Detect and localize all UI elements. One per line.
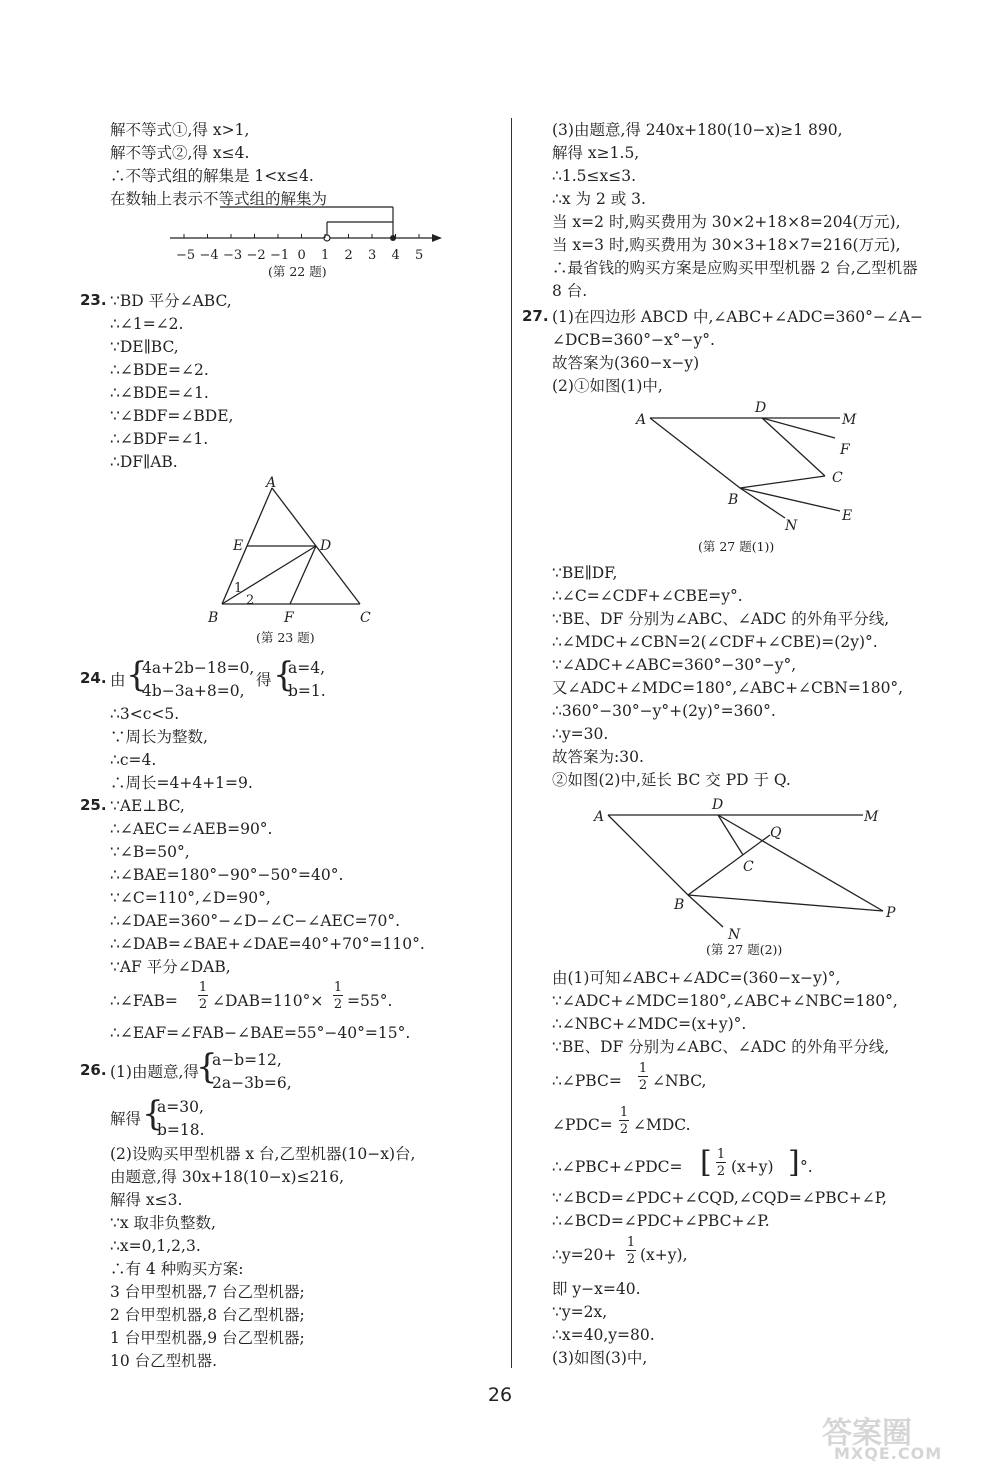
text-line: ∵∠BDF=∠BDE, <box>110 407 234 425</box>
watermark-top: 答案圈 <box>822 1416 912 1451</box>
caption-27-1: (第 27 题(1)) <box>698 539 775 554</box>
text-line: ∴y=30. <box>552 725 609 743</box>
text-line: ∴∠BAE=180°−90°−50°=40°. <box>110 866 344 884</box>
q24-mid: 得 <box>256 671 272 689</box>
svg-text:B: B <box>728 492 739 508</box>
q26-eq1: a−b=12, <box>212 1051 282 1069</box>
text-line: ∴∠1=∠2. <box>110 315 184 333</box>
text-line: ∴360°−30°−y°+(2y)°=360°. <box>552 702 776 720</box>
q27-pdc-pre: ∠PDC= <box>552 1116 613 1134</box>
svg-text:A: A <box>636 412 647 428</box>
text-line: ∵∠B=50°, <box>110 843 190 861</box>
tick-label: 1 <box>321 248 330 263</box>
svg-text:C: C <box>832 470 843 486</box>
q27-frac4-num: 1 <box>626 1235 636 1250</box>
text-line: ∴有 4 种购买方案: <box>110 1260 244 1278</box>
q24-prefix: 由 <box>110 671 126 689</box>
text-line: 当 x=2 时,购买费用为 30×2+18×8=204(万元), <box>552 213 901 231</box>
svg-text:D: D <box>755 400 767 416</box>
text-line: 故答案为:30. <box>552 748 644 766</box>
q24-r2: b=1. <box>288 682 326 700</box>
q27-sum-in: (x+y) <box>731 1158 774 1176</box>
text-line: ∵∠ADC+∠ABC=360°−30°−y°, <box>552 656 797 674</box>
text-line: 又∠ADC+∠MDC=180°,∠ABC+∠CBN=180°, <box>552 679 904 697</box>
tick-label: 4 <box>391 248 400 263</box>
column-divider <box>511 118 512 1368</box>
q25-frac-num2: 1 <box>333 980 343 995</box>
svg-text:1: 1 <box>234 581 243 596</box>
text-line: (2)设购买甲型机器 x 台,乙型机器(10−x)台, <box>110 1145 416 1163</box>
text-line: 故答案为(360−x−y) <box>552 354 700 372</box>
q25-pre: ∴∠FAB= <box>110 992 178 1010</box>
q27-pbc-pre: ∴∠PBC= <box>552 1072 622 1090</box>
q27-sum-pre: ∴∠PBC+∠PDC= <box>552 1158 683 1176</box>
q25-post2: =55°. <box>347 992 393 1010</box>
svg-text:F: F <box>840 442 850 458</box>
tick-label: 5 <box>415 248 424 263</box>
svg-text:E: E <box>842 508 853 524</box>
q24-brace2: { <box>273 655 295 695</box>
q26-r2: b=18. <box>157 1121 205 1139</box>
text-line: 3 台甲型机器,7 台乙型机器; <box>110 1283 305 1301</box>
caption-22: (第 22 题) <box>268 264 327 279</box>
svg-text:D: D <box>712 797 724 813</box>
q25-frac-den: 2 <box>198 997 208 1012</box>
text-line: ∴∠DAE=360°−∠D−∠C−∠AEC=70°. <box>110 912 401 930</box>
text-line: ∵BE∥DF, <box>552 564 618 582</box>
text-line: (1)在四边形 ABCD 中,∠ABC+∠ADC=360°−∠A− <box>552 308 924 326</box>
text-line: ∴∠MDC+∠CBN=2(∠CDF+∠CBE)=(2y)°. <box>552 633 878 651</box>
svg-text:D: D <box>320 538 332 554</box>
svg-text:N: N <box>785 518 798 534</box>
tick-label: −1 <box>270 248 290 263</box>
tick-label: −3 <box>223 248 243 263</box>
text-line: 8 台. <box>552 282 588 300</box>
q24-eq1: 4a+2b−18=0, <box>142 659 255 677</box>
text-line: ∵BE、DF 分别为∠ABC、∠ADC 的外角平分线, <box>552 1038 890 1056</box>
text-line: 解得 x≤3. <box>110 1191 183 1209</box>
text-line: ∴3<c<5. <box>110 705 180 723</box>
text-line: ∴x=0,1,2,3. <box>110 1237 201 1255</box>
q27-pbc-post: ∠NBC, <box>652 1072 707 1090</box>
text-line: ∴最省钱的购买方案是应购买甲型机器 2 台,乙型机器 <box>552 259 918 277</box>
question-number-26: 26. <box>80 1061 107 1079</box>
text-line: ∴c=4. <box>110 751 157 769</box>
text-line: ∵∠BCD=∠PDC+∠CQD,∠CQD=∠PBC+∠P, <box>552 1189 887 1207</box>
text-line: ∴∠AEC=∠AEB=90°. <box>110 820 273 838</box>
watermark-bottom: MXQE.COM <box>834 1444 943 1463</box>
text-line: ∴∠BDE=∠1. <box>110 384 209 402</box>
text-line: ∴x 为 2 或 3. <box>552 190 646 208</box>
caption-27-2: (第 27 题(2)) <box>706 942 783 957</box>
q27-frac2-den: 2 <box>619 1122 629 1137</box>
text-line: 在数轴上表示不等式组的解集为 <box>110 190 328 208</box>
question-number-27: 27. <box>522 307 549 325</box>
text-line: 2 台甲型机器,8 台乙型机器; <box>110 1306 305 1324</box>
text-line: 1 台甲型机器,9 台乙型机器; <box>110 1329 305 1347</box>
q27-frac2-num: 1 <box>619 1105 629 1120</box>
q24-r1: a=4, <box>288 659 326 677</box>
text-line: ∴∠BDF=∠1. <box>110 430 209 448</box>
svg-text:F: F <box>284 610 294 626</box>
text-line: ∵DE∥BC, <box>110 338 179 356</box>
text-line: (3)如图(3)中, <box>552 1349 648 1367</box>
q27-bracket-left: [ <box>700 1145 712 1180</box>
svg-text:A: A <box>594 809 605 825</box>
text-line: 解不等式②,得 x≤4. <box>110 144 250 162</box>
page-number: 26 <box>487 1384 513 1406</box>
q26-solve: 解得 <box>110 1110 142 1128</box>
text-line: ∴1.5≤x≤3. <box>552 167 637 185</box>
q26-brace2: { <box>142 1094 164 1134</box>
q24-eq2: 4b−3a+8=0, <box>142 682 245 700</box>
q27-frac1-num: 1 <box>638 1061 648 1076</box>
text-line: ∵∠ADC+∠MDC=180°,∠ABC+∠NBC=180°, <box>552 992 898 1010</box>
q24-brace: { <box>126 655 148 695</box>
q26-brace: { <box>196 1047 218 1087</box>
text-line: ∵BD 平分∠ABC, <box>110 292 232 310</box>
svg-text:B: B <box>674 897 685 913</box>
text-line: ∴∠BCD=∠PDC+∠PBC+∠P. <box>552 1212 770 1230</box>
text-line: ∴∠BDE=∠2. <box>110 361 209 379</box>
q26-eq2: 2a−3b=6, <box>212 1074 292 1092</box>
text-line: ∵x 取非负整数, <box>110 1214 216 1232</box>
text-line: 解得 x≥1.5, <box>552 144 640 162</box>
text-line: ∵y=2x, <box>552 1303 608 1321</box>
svg-text:N: N <box>728 927 741 940</box>
text-line: ∴x=40,y=80. <box>552 1326 655 1344</box>
q27-y-post: (x+y), <box>640 1246 688 1264</box>
text-line: 由题意,得 30x+18(10−x)≤216, <box>110 1168 345 1186</box>
text-line: ∵周长为整数, <box>110 728 208 746</box>
text-line: 当 x=3 时,购买费用为 30×3+18×7=216(万元), <box>552 236 901 254</box>
tick-label: 0 <box>297 248 306 263</box>
svg-text:A: A <box>266 475 277 491</box>
q27-sum-post: °. <box>800 1158 813 1176</box>
q27-frac3-den: 2 <box>716 1164 726 1179</box>
svg-text:M: M <box>864 809 879 825</box>
svg-text:B: B <box>208 610 219 626</box>
q26-pre: (1)由题意,得 <box>110 1063 199 1081</box>
text-line: ∴DF∥AB. <box>110 453 178 471</box>
text-line: 10 台乙型机器. <box>110 1352 218 1370</box>
text-line: ∴∠EAF=∠FAB−∠BAE=55°−40°=15°. <box>110 1024 411 1042</box>
q27-pdc-post: ∠MDC. <box>633 1116 691 1134</box>
tick-label: −5 <box>176 248 196 263</box>
q25-frac-num: 1 <box>198 980 208 995</box>
question-number-23: 23. <box>80 291 107 309</box>
q27-y-pre: ∴y=20+ <box>552 1246 617 1264</box>
triangle-figure-23 <box>200 474 380 630</box>
text-line: ∵∠C=110°,∠D=90°, <box>110 889 271 907</box>
question-number-25: 25. <box>80 796 107 814</box>
q27-frac3-num: 1 <box>716 1147 726 1162</box>
svg-text:Q: Q <box>770 825 782 841</box>
text-line: ∵AE⊥BC, <box>110 797 185 815</box>
text-line: ②如图(2)中,延长 BC 交 PD 于 Q. <box>552 771 791 789</box>
svg-text:C: C <box>360 610 371 626</box>
text-line: (3)由题意,得 240x+180(10−x)≥1 890, <box>552 121 843 139</box>
q25-post: ∠DAB=110°× <box>212 992 324 1010</box>
caption-23: (第 23 题) <box>256 630 315 645</box>
svg-text:C: C <box>743 859 754 875</box>
text-line: ∴不等式组的解集是 1<x≤4. <box>110 167 314 185</box>
q25-frac-den2: 2 <box>333 997 343 1012</box>
question-number-24: 24. <box>80 669 107 687</box>
text-line: (2)①如图(1)中, <box>552 377 663 395</box>
text-line: 由(1)可知∠ABC+∠ADC=(360−x−y)°, <box>552 969 841 987</box>
q27-bracket-right: ] <box>788 1145 800 1180</box>
watermark-logo <box>812 1408 992 1463</box>
tick-label: −2 <box>246 248 266 263</box>
tick-label: −4 <box>199 248 219 263</box>
q27-frac1-den: 2 <box>638 1078 648 1093</box>
svg-text:2: 2 <box>246 593 255 608</box>
text-line: 解不等式①,得 x>1, <box>110 121 250 139</box>
text-line: ∴∠C=∠CDF+∠CBE=y°. <box>552 587 743 605</box>
figure-27-2 <box>588 795 908 940</box>
tick-label: 2 <box>344 248 353 263</box>
text-line: ∠DCB=360°−x°−y°. <box>552 331 715 349</box>
svg-text:E: E <box>233 538 244 554</box>
q27-frac4-den: 2 <box>626 1252 636 1267</box>
text-line: ∵BE、DF 分别为∠ABC、∠ADC 的外角平分线, <box>552 610 890 628</box>
text-line: 即 y−x=40. <box>552 1280 641 1298</box>
text-line: ∴∠NBC+∠MDC=(x+y)°. <box>552 1015 747 1033</box>
figure-27-1 <box>630 396 870 536</box>
svg-text:M: M <box>842 412 857 428</box>
text-line: ∵AF 平分∠DAB, <box>110 958 231 976</box>
text-line: ∴∠DAB=∠BAE+∠DAE=40°+70°=110°. <box>110 935 425 953</box>
q26-r1: a=30, <box>157 1098 204 1116</box>
svg-text:P: P <box>886 905 896 921</box>
text-line: ∴周长=4+4+1=9. <box>110 774 253 792</box>
tick-label: 3 <box>368 248 377 263</box>
